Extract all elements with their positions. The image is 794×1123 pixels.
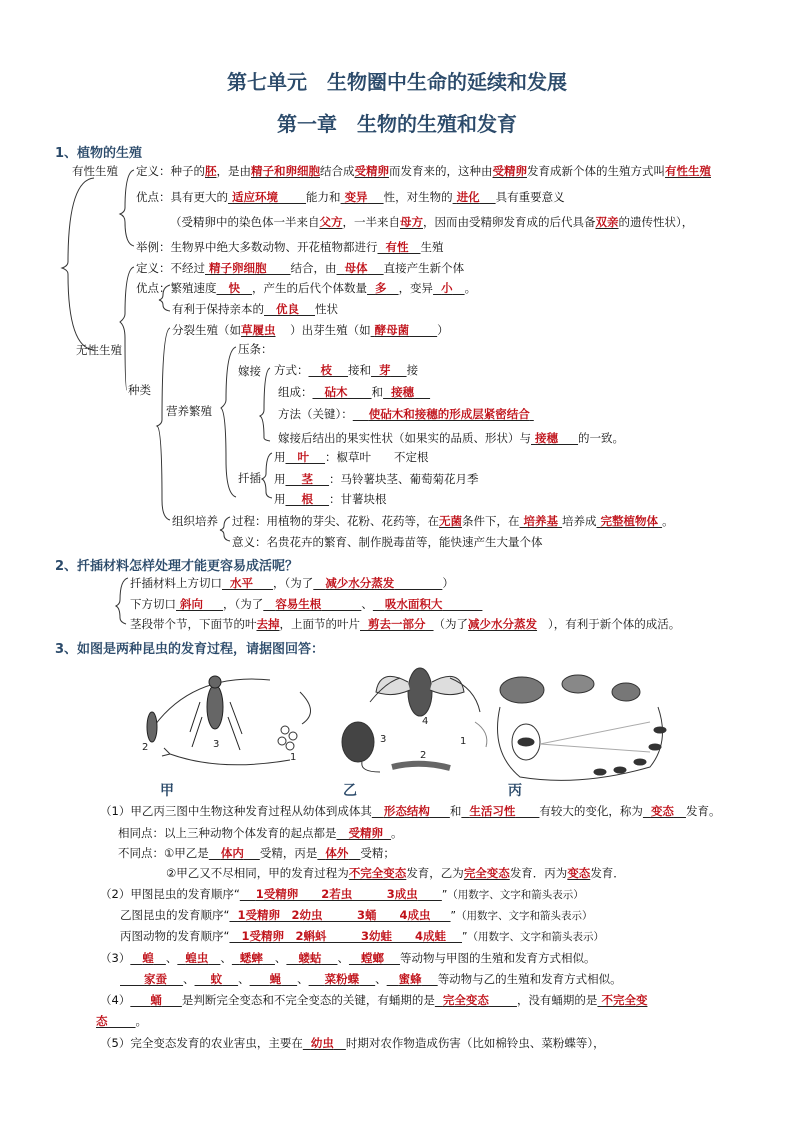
label-grafting: 嫁接	[238, 364, 261, 378]
cutting-leaf: 用 叶 ：椒草叶 不定根	[274, 450, 429, 464]
q5-line: （5）完全变态发育的农业害虫，主要在 幼虫 时期对农作物造成伤害（比如棉铃虫、菜粉蝶等），	[100, 1036, 605, 1050]
caption-bing: 丙	[508, 783, 522, 799]
q1-line: （1）甲乙丙三图中生物这种发育过程从幼体到成体其 形态结构 和 生活习性 有较大的变化，称为 变态 发育。	[100, 804, 721, 818]
label-layering: 压条：	[238, 342, 273, 356]
section-2-heading: 2、扦插材料怎样处理才能更容易成活呢？	[55, 559, 299, 574]
label-kinds: 种类	[128, 383, 151, 397]
grafting-method: 方式： 枝 接和 芽 接	[274, 363, 419, 377]
label-vegetative: 营养繁殖	[166, 404, 212, 418]
sexual-definition: 定义：种子的胚，是由精子和卵细胞结合成受精卵而发育来的，这种由受精卵发育成新个体的生殖方式叫有性生殖	[136, 164, 711, 178]
cutting-nodes: 茎段带个节，下面节的叶去掉，上面节的叶片 剪去一部分 （为了减少水分蒸发 ），有利于新个体的成活。	[130, 617, 681, 631]
q2-yi: 乙图昆虫的发育顺序“ 1受精卵 2幼虫 3蛹 4成虫 ”（用数字、文字和箭头表示）	[120, 908, 593, 922]
cutting-root: 用 根 ：甘薯块根	[274, 492, 387, 506]
svg-text:3: 3	[380, 734, 387, 745]
label-tissue-culture: 组织培养	[172, 514, 218, 528]
figure-yi	[342, 668, 487, 772]
asexual-advantage-2: 有利于保持亲本的 优良 性状	[172, 302, 339, 316]
q3-line-1: （3） 蝗 、 蝗虫 、 蟋蟀 、 蝼蛄 、 螳螂 等动物与甲图的生殖和发育方式相似。	[100, 951, 596, 965]
asexual-definition: 定义：不经过 精子卵细胞 结合，由 母体 直接产生新个体	[136, 261, 465, 275]
grafting-result: 嫁接后结出的果实性状（如果实的品质、形状）与 接穗 的一致。	[278, 431, 625, 445]
svg-text:1: 1	[290, 752, 297, 763]
caption-yi: 乙	[343, 783, 357, 799]
svg-text:3: 3	[213, 739, 220, 750]
label-sexual: 有性生殖	[72, 164, 118, 178]
svg-text:4: 4	[422, 716, 429, 727]
q3-line-2: 家蚕 、 蚊 、 蝇 、 菜粉蝶 、 蜜蜂 等动物与乙的生殖和发育方式相似。	[144, 972, 622, 986]
svg-text:2: 2	[420, 750, 427, 761]
cutting-bottom: 下方切口 斜向 ，（为了 容易生根 、 吸水面积大	[130, 597, 443, 611]
figure-bing	[498, 675, 667, 780]
sexual-example: 举例：生物界中绝大多数动物、开花植物都进行 有性 生殖	[136, 240, 444, 254]
cutting-top: 扦插材料上方切口 水平 ，（为了 减少水分蒸发 ）	[130, 576, 454, 590]
page-title: 第七单元 生物圈中生命的延续和发展	[227, 70, 567, 94]
section-3-heading: 3、如图是两种昆虫的发育过程，请据图回答：	[55, 642, 325, 657]
q4-line-2: 态 。	[96, 1014, 148, 1028]
sexual-advantage: 优点：具有更大的 适应环境 能力和 变异 性，对生物的 进化 具有重要意义	[136, 190, 565, 204]
q4-line: （4） 蛹 是判断完全变态和不完全变态的关键，有蛹期的是 完全变态 ，没有蛹期的是 不完全变	[100, 993, 648, 1007]
q2-jia: （2）甲图昆虫的发育顺序“ 1受精卵 2若虫 3成虫 ”（用数字、文字和箭头表示）	[100, 887, 584, 901]
q1-same: 相同点：以上三种动物个体发育的起点都是 受精卵 。	[118, 826, 403, 840]
tissue-meaning: 意义：名贵花卉的繁育、制作脱毒苗等，能快速产生大量个体	[232, 535, 543, 549]
svg-text:1: 1	[460, 736, 467, 747]
development-figure	[130, 662, 670, 782]
label-cutting: 扦插	[238, 471, 261, 485]
q2-bing: 丙图动物的发育顺序“ 1受精卵 2蝌蚪 3幼蛙 4成蛙 ”（用数字、文字和箭头表示）	[120, 929, 604, 943]
fission-budding: 分裂生殖（如草履虫 ）出芽生殖（如 酵母菌 ）	[172, 323, 449, 337]
grafting-key: 方法（关键）： 使砧木和接穗的形成层紧密结合	[278, 407, 530, 421]
q1-diff-1: 不同点：①甲乙是 体内 受精，丙是 体外 受精；	[118, 846, 395, 860]
asexual-advantage: 优点：繁殖速度 快 ，产生的后代个体数量 多 ，变异 小 。	[136, 281, 477, 295]
chapter-title: 第一章 生物的生殖和发育	[277, 112, 517, 136]
figure-jia	[142, 676, 311, 765]
label-asexual: 无性生殖	[76, 343, 122, 357]
cutting-stem: 用 茎 ：马铃薯块茎、葡萄菊花月季	[274, 472, 479, 486]
section-1-heading: 1、植物的生殖	[55, 146, 143, 161]
svg-text:2: 2	[142, 742, 149, 753]
caption-jia: 甲	[160, 783, 174, 799]
grafting-parts: 组成： 砧木 和 接穗	[278, 385, 415, 399]
tissue-process: 过程：用植物的芽尖、花粉、花药等，在无菌条件下，在 培养基 培养成 完整植物体 。	[232, 514, 674, 528]
q1-diff-2: ②甲乙又不尽相同，甲的发育过程为不完全变态发育，乙为完全变态发育．丙为变态发育．	[166, 866, 625, 880]
sexual-note: （受精卵中的染色体一半来自父方，一半来自母方，因而由受精卵发育成的后代具备双亲的遗传性状），	[170, 215, 694, 229]
